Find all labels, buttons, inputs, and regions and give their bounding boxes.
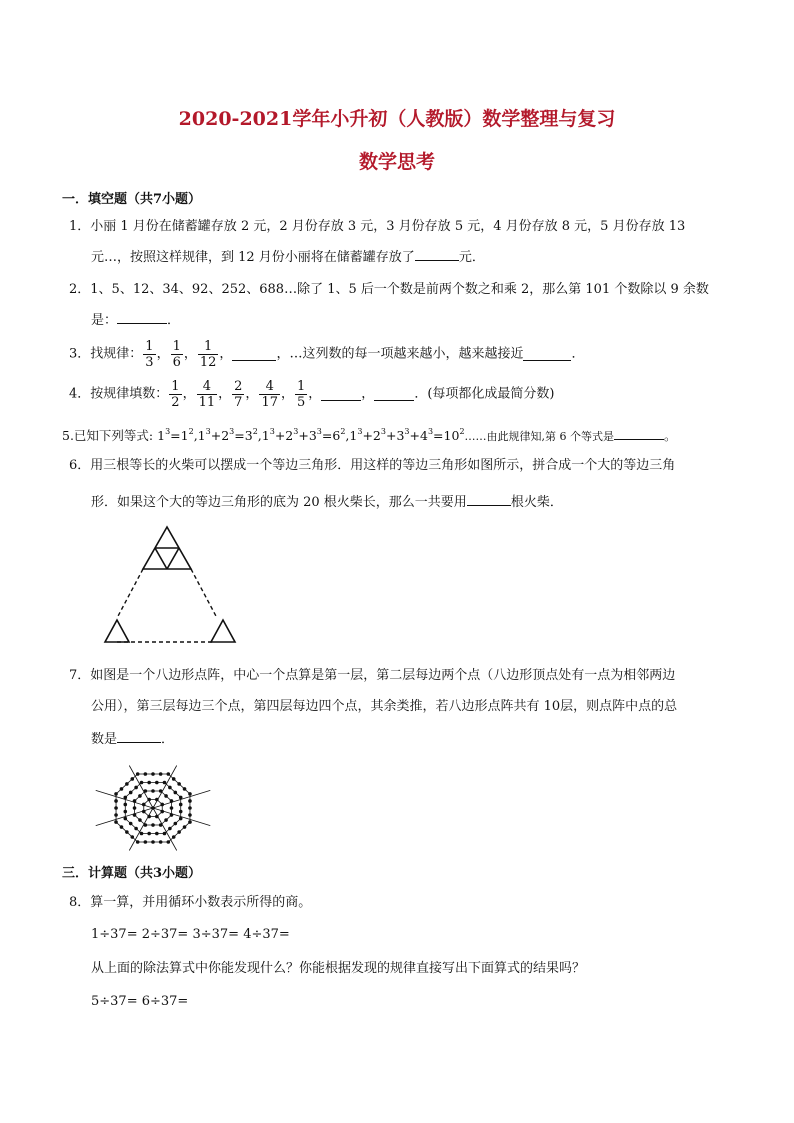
lattice-dot: [123, 803, 127, 807]
fraction: $\frac{1}{12}$: [199, 339, 217, 370]
fraction: $\frac{1}{2}$: [171, 379, 180, 410]
lattice-dot: [163, 781, 167, 785]
lattice-dot: [136, 772, 140, 776]
answer-blank[interactable]: [321, 388, 361, 401]
lattice-dot: [167, 840, 171, 844]
answer-blank[interactable]: [232, 348, 276, 361]
lattice-dot: [155, 832, 159, 836]
lattice-dot: [172, 835, 176, 839]
lattice-dot: [123, 817, 127, 821]
q2-line1: 2．1、5、12、34、92、252、688…除了 1、5 后一个数是前两个数之和乘 2，那么第 101 个数除以 9 余数: [69, 282, 709, 297]
lattice-dot: [129, 791, 133, 795]
lattice-dot: [147, 815, 151, 819]
lattice-dot: [151, 840, 155, 844]
lattice-dot: [134, 827, 138, 831]
lattice-dot: [159, 789, 163, 793]
bottom-left-triangle: [105, 620, 129, 642]
lattice-dot: [174, 791, 178, 795]
lattice-dot: [147, 798, 151, 802]
lattice-dot: [140, 781, 144, 785]
lattice-dot: [164, 818, 168, 822]
q3-line: 3．找规律： $\frac{1}{3}$ ， $\frac{1}{6}$ ， $\frac{1}{12}$ ， ，…这列数的每一项越来越小，越来越接近 ．: [69, 339, 585, 370]
q1-line1: 1．小丽 1 月份在储蓄罐存放 2 元，2 月份存放 3 元，3 月份存放 5 元，4 月份存放 8 元，5 月份存放 13: [69, 219, 686, 234]
q8-line4: 5÷37= 6÷37=: [91, 994, 189, 1009]
lattice-dot: [147, 781, 151, 785]
lattice-dot: [133, 799, 137, 803]
fraction: $\frac{4}{11}$: [198, 379, 216, 410]
lattice-dot: [170, 799, 174, 803]
lattice-dot: [114, 806, 118, 810]
fraction: $\frac{1}{5}$: [297, 379, 306, 410]
fraction: $\frac{4}{17}$: [261, 379, 278, 410]
lattice-dot: [151, 823, 155, 827]
lattice-dots: [114, 772, 192, 844]
lattice-dot: [188, 799, 192, 803]
top-inner-left: [155, 548, 167, 569]
lattice-dot: [160, 803, 164, 807]
triangle-matchstick-figure: [95, 522, 245, 647]
answer-blank[interactable]: [415, 248, 459, 261]
lattice-dot: [183, 787, 187, 791]
lattice-dot: [136, 840, 140, 844]
lattice-dot: [138, 818, 142, 822]
q5-line: 5.已知下列等式: $1^3=1^2,1^3+2^3=3^2,1^3+2^3+3^3=6^2,1^3+2^3+3^3+4^3=10^2\dots\dots$由此规律知,第 6 个等式是 。: [62, 427, 677, 443]
top-inner-right: [167, 548, 179, 569]
lattice-dot: [183, 825, 187, 829]
lattice-dot: [130, 835, 134, 839]
lattice-dot: [140, 832, 144, 836]
lattice-dot: [151, 772, 155, 776]
lattice-dot: [188, 806, 192, 810]
lattice-dot: [177, 782, 181, 786]
lattice-dot: [172, 777, 176, 781]
q8-line2: 1÷37= 2÷37= 3÷37= 4÷37=: [91, 927, 290, 942]
lattice-dot: [138, 794, 142, 798]
answer-blank[interactable]: [523, 348, 571, 361]
lattice-dot: [114, 813, 118, 817]
lattice-dot: [130, 777, 134, 781]
lattice-dot: [125, 782, 129, 786]
lattice-dot: [188, 820, 192, 824]
q7-line1: 7．如图是一个八边形点阵，中心一个点算是第一层，第二层每边两个点（八边形顶点处有一点为相邻两边: [69, 668, 676, 683]
lattice-dot: [155, 781, 159, 785]
lattice-dot: [134, 786, 138, 790]
lattice-dot: [163, 832, 167, 836]
lattice-dot: [144, 823, 148, 827]
section-heading-fill-in: 一．填空题（共7小题）: [62, 192, 202, 207]
q8-line1: 8．算一算，并用循环小数表示所得的商。: [69, 895, 312, 910]
fraction: $\frac{2}{7}$: [234, 379, 243, 410]
q1-line2: 元…，按照这样规律，到 12 月份小丽将在储蓄罐存放了 元．: [91, 250, 485, 265]
lattice-dot: [164, 794, 168, 798]
lattice-dot: [177, 830, 181, 834]
lattice-dot: [167, 772, 171, 776]
answer-blank[interactable]: [467, 493, 511, 506]
bottom-right-triangle: [211, 620, 235, 642]
lattice-dot: [133, 813, 137, 817]
q6-line2: 形．如果这个大的等边三角形的底为 20 根火柴长，那么一共要用 根火柴．: [91, 495, 563, 510]
lattice-dot: [188, 792, 192, 796]
lattice-dot: [155, 815, 159, 819]
lattice-dot: [179, 803, 183, 807]
lattice-dot: [120, 825, 124, 829]
q7-line3: 数是 ．: [91, 732, 175, 747]
lattice-dot: [142, 803, 146, 807]
fraction: $\frac{1}{6}$: [172, 339, 181, 370]
q2-line2: 是： ．: [91, 313, 181, 328]
lattice-dot: [179, 796, 183, 800]
lattice-dot: [151, 789, 155, 793]
dashed-left-side: [117, 569, 143, 618]
lattice-dot: [144, 789, 148, 793]
lattice-dot: [123, 810, 127, 814]
dashed-right-side: [191, 569, 217, 618]
q4-line: 4．按规律填数： $\frac{1}{2}$ ， $\frac{4}{11}$ ， $\frac{2}{7}$ ， $\frac{4}{17}$ ， $\frac{1}{5}$ ， ， ．(每项都化成最简分数): [69, 379, 555, 410]
page-subtitle: 数学思考: [358, 151, 435, 173]
q8-line3: 从上面的除法算式中你能发现什么？你能根据发现的规律直接写出下面算式的结果吗？: [91, 961, 586, 976]
lattice-dot: [133, 806, 137, 810]
top-triangle-group: [143, 527, 191, 569]
lattice-dot: [159, 823, 163, 827]
lattice-dot: [114, 820, 118, 824]
lattice-dot: [114, 799, 118, 803]
lattice-dot: [188, 813, 192, 817]
lattice-dot: [170, 806, 174, 810]
q6-line1: 6．用三根等长的火柴可以摆成一个等边三角形．用这样的等边三角形如图所示，拼合成一个大的等边三角: [69, 458, 676, 473]
answer-blank[interactable]: [117, 730, 161, 743]
lattice-dot: [123, 796, 127, 800]
lattice-dot: [160, 810, 164, 814]
lattice-dot: [159, 772, 163, 776]
lattice-dot: [174, 822, 178, 826]
lattice-dot: [168, 827, 172, 831]
answer-blank[interactable]: [374, 388, 414, 401]
lattice-dot: [170, 813, 174, 817]
lattice-center-dot: [151, 806, 155, 810]
lattice-dot: [168, 786, 172, 790]
lattice-dot: [114, 792, 118, 796]
lattice-dot: [142, 810, 146, 814]
lattice-dot: [155, 798, 159, 802]
lattice-dot: [144, 840, 148, 844]
lattice-dot: [179, 810, 183, 814]
octagon-dot-lattice-figure: [88, 758, 218, 858]
q7-line2: 公用），第三层每边三个点，第四层每边四个点，其余类推，若八边形点阵共有 10层，则点阵中点的总: [91, 699, 678, 714]
answer-blank[interactable]: [117, 311, 167, 324]
page-title: 2020-2021学年小升初（人教版）数学整理与复习: [178, 108, 616, 130]
answer-blank[interactable]: [614, 427, 664, 440]
lattice-dot: [179, 817, 183, 821]
lattice-dot: [159, 840, 163, 844]
lattice-dot: [147, 832, 151, 836]
section-heading-calculation: 三．计算题（共3小题）: [62, 866, 202, 881]
lattice-dot: [125, 830, 129, 834]
lattice-dot: [129, 822, 133, 826]
lattice-dot: [120, 787, 124, 791]
lattice-dot: [144, 772, 148, 776]
fraction: $\frac{1}{3}$: [145, 339, 154, 370]
